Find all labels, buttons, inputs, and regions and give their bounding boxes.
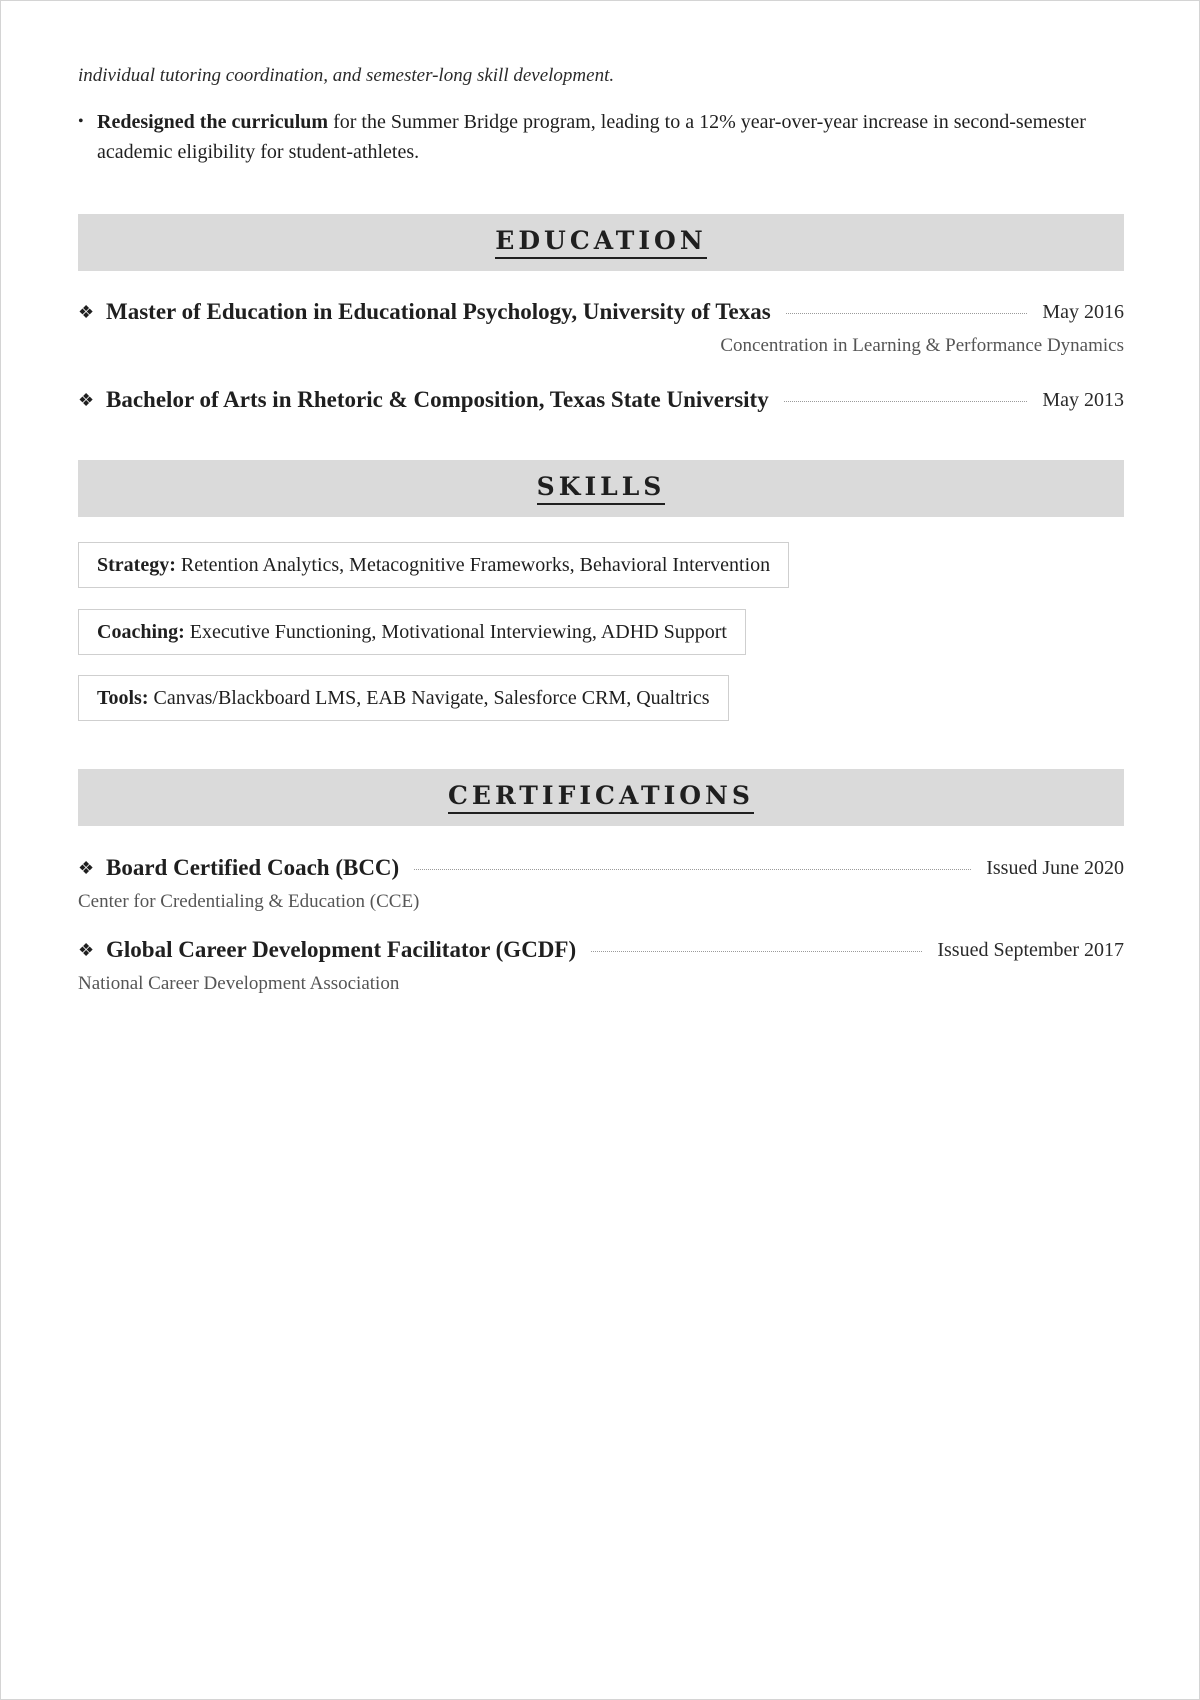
diamond-bullet-icon: ❖ [78, 939, 95, 960]
dotted-leader [784, 401, 1028, 402]
diamond-bullet-icon: ❖ [78, 857, 95, 878]
skill-label: Tools: [97, 686, 149, 709]
skill-label: Coaching: [97, 620, 185, 643]
skill-value: Canvas/Blackboard LMS, EAB Navigate, Salesforce CRM, Qualtrics [153, 686, 710, 709]
skill-value: Retention Analytics, Metacognitive Frameworks, Behavioral Intervention [180, 553, 771, 576]
skill-value: Executive Functioning, Motivational Interviewing, ADHD Support [189, 620, 727, 643]
degree-date: May 2016 [1042, 300, 1124, 323]
dotted-leader [591, 951, 922, 952]
certifications-heading: CERTIFICATIONS [448, 782, 754, 814]
education-entry [78, 296, 1124, 328]
bullet-bold-lead: Redesigned the curriculum [97, 111, 329, 133]
dotted-leader [786, 313, 1028, 314]
education-heading: EDUCATION [495, 227, 706, 259]
certification-date: Issued June 2020 [986, 856, 1124, 879]
certification-entry [78, 852, 1124, 884]
diamond-bullet-icon: ❖ [78, 389, 95, 410]
certification-issuer: National Career Development Association [78, 973, 400, 994]
skill-box-tools [78, 675, 729, 721]
certification-title: Board Certified Coach (BCC) [106, 855, 400, 880]
bullet-body: for the Summer Bridge program, leading to a 12% year-over-year increase in second-semester academic eligibility for student-athletes. [97, 111, 1086, 163]
bullet-text [97, 107, 1097, 167]
skill-box-strategy [78, 542, 789, 588]
skills-heading: SKILLS [537, 473, 666, 505]
skill-label: Strategy: [97, 553, 176, 576]
skill-box-coaching [78, 609, 746, 655]
bullet-dot-icon: • [78, 113, 84, 130]
education-entry [78, 384, 1124, 416]
degree-title: Bachelor of Arts in Rhetoric & Composition, Texas State University [106, 387, 769, 412]
dotted-leader [414, 869, 971, 870]
degree-title: Master of Education in Educational Psychology, University of Texas [106, 299, 771, 324]
certification-issuer: Center for Credentialing & Education (CCE) [78, 891, 420, 912]
skills-section-header [78, 460, 1124, 517]
degree-date: May 2013 [1042, 388, 1124, 411]
experience-intro-text: individual tutoring coordination, and semester-long skill development. [78, 65, 615, 86]
certification-date: Issued September 2017 [937, 938, 1124, 961]
certification-entry [78, 934, 1124, 966]
experience-bullet [78, 107, 1124, 167]
certifications-section-header [78, 769, 1124, 826]
education-section-header [78, 214, 1124, 271]
degree-concentration: Concentration in Learning & Performance Dynamics [720, 335, 1124, 356]
certification-title: Global Career Development Facilitator (GCDF) [106, 937, 577, 962]
diamond-bullet-icon: ❖ [78, 301, 95, 322]
